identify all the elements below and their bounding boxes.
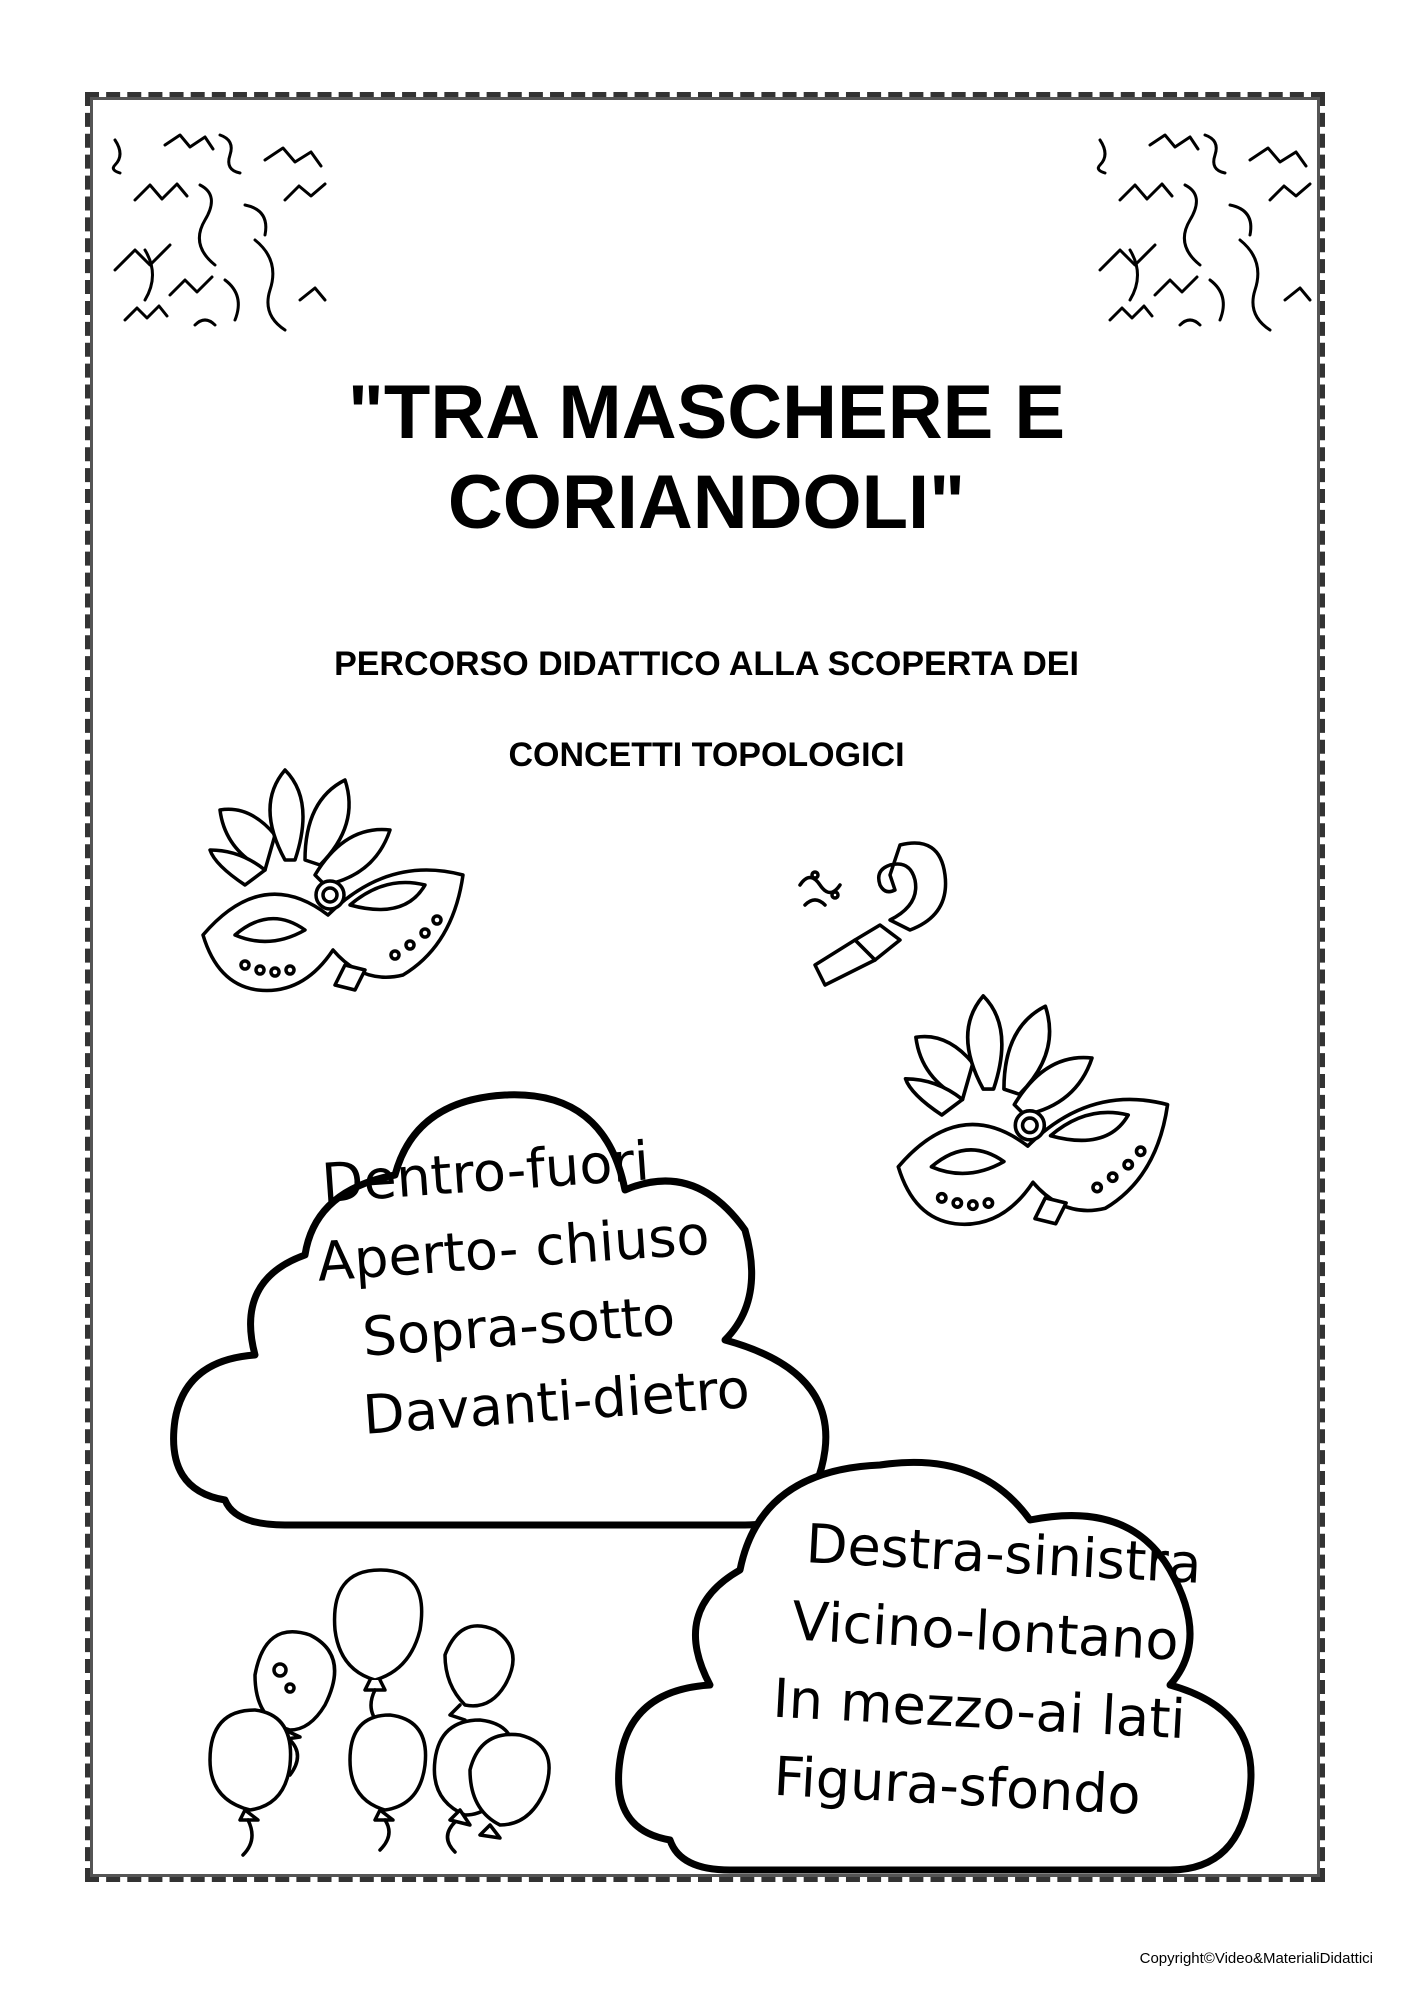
subtitle-line-1: PERCORSO DIDATTICO ALLA SCOPERTA DEI <box>334 645 1079 683</box>
streamers-icon <box>1090 130 1320 350</box>
cloud-left-list <box>315 1117 752 1457</box>
cloud-right-list <box>771 1505 1204 1837</box>
concept-item: Dentro-fuori <box>319 1129 652 1216</box>
mask-icon <box>195 765 475 1005</box>
concept-item: Aperto- chiuso <box>315 1203 712 1294</box>
party-horn-icon <box>790 825 960 985</box>
title-line-2: CORIANDOLI" <box>447 460 966 545</box>
page-title <box>150 368 1263 548</box>
concept-item: Figura-sfondo <box>772 1744 1143 1827</box>
concept-item: Vicino-lontano <box>790 1589 1181 1673</box>
concept-item: Sopra-sotto <box>360 1284 677 1369</box>
balloons-icon <box>200 1560 570 1860</box>
copyright-notice: Copyright©Video&MaterialiDidattici <box>1139 1950 1373 1967</box>
mask-icon <box>890 990 1180 1240</box>
concept-item: Davanti-dietro <box>360 1357 752 1447</box>
title-line-1: "TRA MASCHERE E <box>347 370 1066 455</box>
subtitle-line-2: CONCETTI TOPOLOGICI <box>508 736 905 774</box>
streamers-icon <box>105 130 335 350</box>
concept-item: Destra-sinistra <box>804 1512 1204 1596</box>
concept-item: In mezzo-ai lati <box>771 1666 1187 1752</box>
